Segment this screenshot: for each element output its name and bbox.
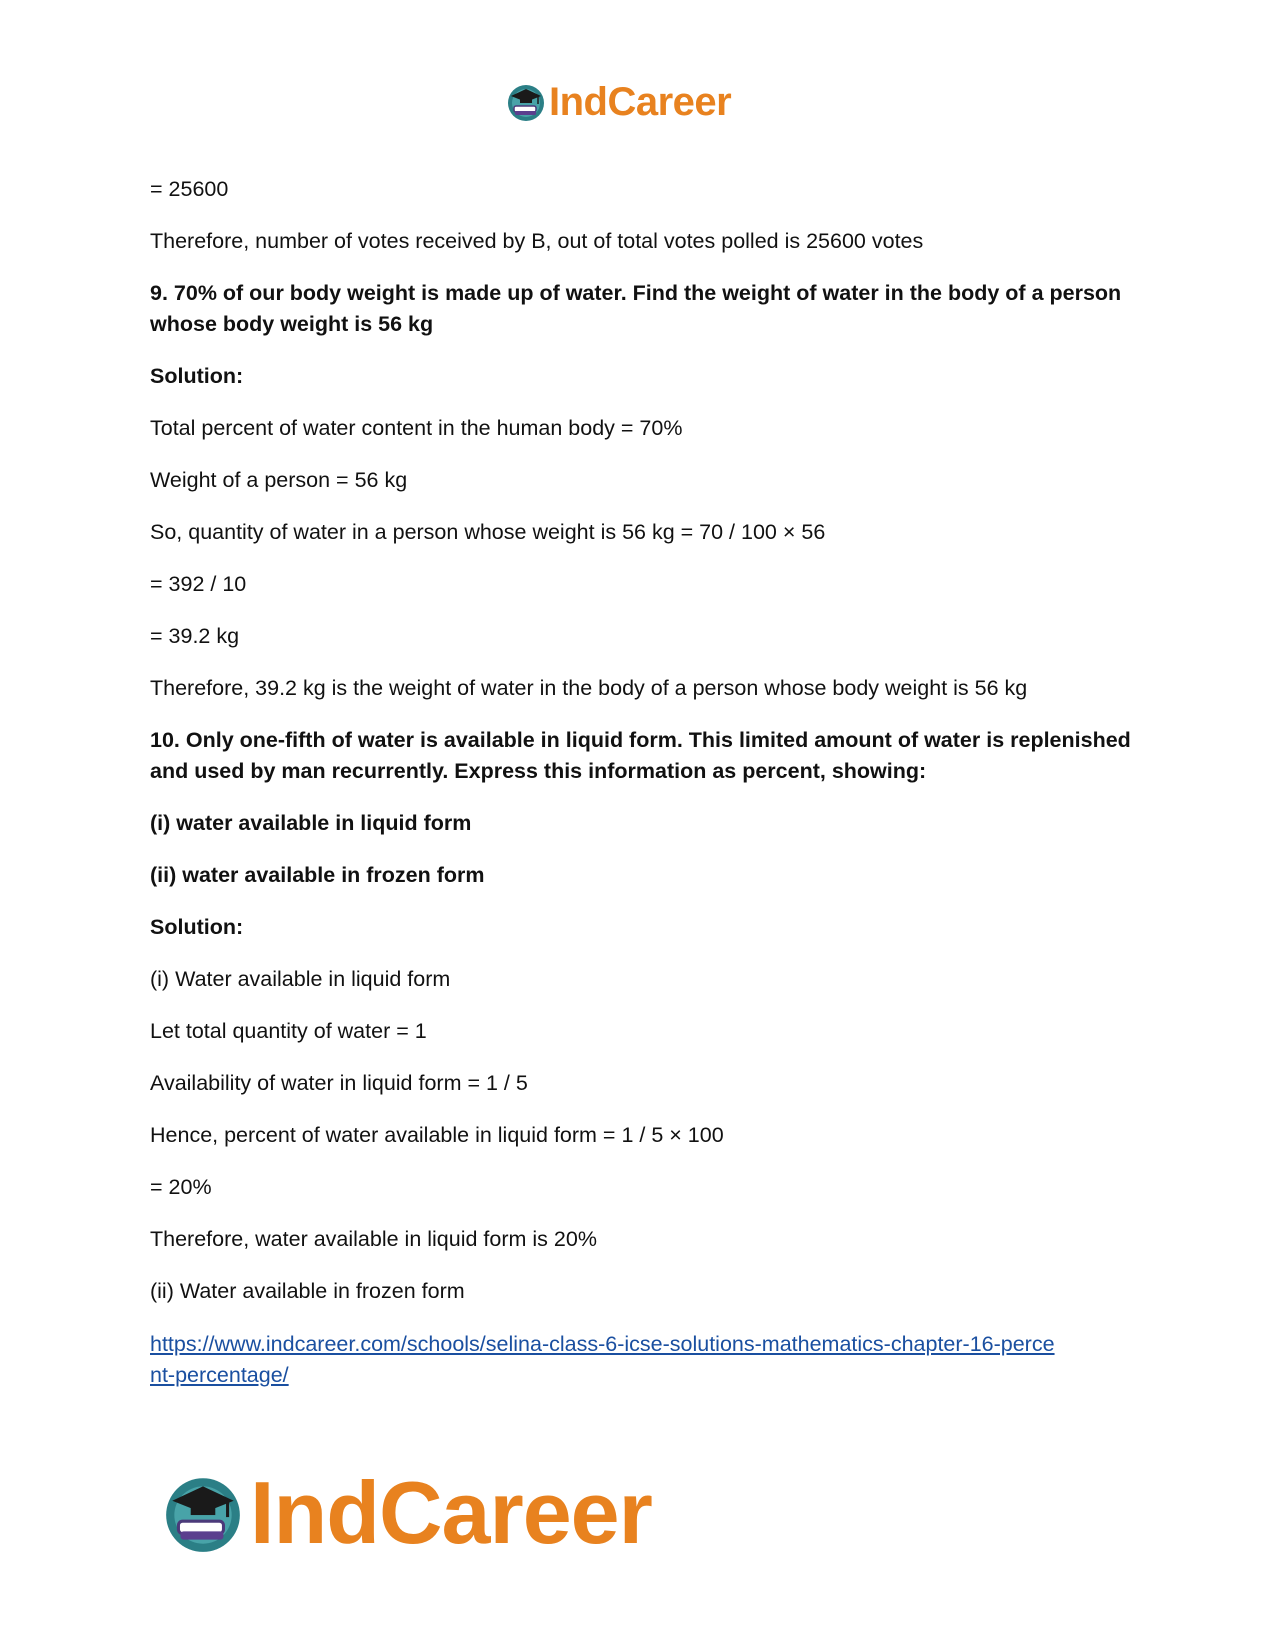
header-logo: [505, 80, 731, 124]
source-url-line-2[interactable]: nt-percentage/: [150, 1363, 289, 1387]
source-url-link[interactable]: [150, 1329, 1140, 1391]
graduation-cap-book-globe-icon: [505, 81, 547, 123]
body-text: (i) Water available in liquid form: [150, 967, 451, 991]
body-text: = 25600: [150, 177, 229, 201]
question-text: 9. 70% of our body weight is made up of water. Find the weight of water in the body of a person whose body weight is 56 kg: [150, 281, 1122, 336]
header-logo-text: IndCareer: [549, 79, 732, 124]
question-text: Solution:: [150, 364, 244, 388]
graduation-cap-book-globe-icon: [160, 1470, 246, 1556]
body-text: Availability of water in liquid form = 1 / 5: [150, 1071, 528, 1095]
question-text: (i) water available in liquid form: [150, 811, 472, 835]
body-text: Therefore, 39.2 kg is the weight of water in the body of a person whose body weight is 56 kg: [150, 676, 1028, 700]
body-text: = 39.2 kg: [150, 624, 240, 648]
document-body: [150, 174, 1140, 1391]
body-text: Total percent of water content in the human body = 70%: [150, 416, 683, 440]
question-text: Solution:: [150, 915, 244, 939]
body-text: (ii) Water available in frozen form: [150, 1279, 465, 1303]
footer-logo: [160, 1463, 652, 1562]
body-text: Hence, percent of water available in liquid form = 1 / 5 × 100: [150, 1123, 724, 1147]
footer-logo-text: IndCareer: [250, 1463, 652, 1562]
body-text: Weight of a person = 56 kg: [150, 468, 408, 492]
question-text: (ii) water available in frozen form: [150, 863, 485, 887]
body-text: = 392 / 10: [150, 572, 247, 596]
body-text: So, quantity of water in a person whose weight is 56 kg = 70 / 100 × 56: [150, 520, 826, 544]
body-text: Let total quantity of water = 1: [150, 1019, 427, 1043]
body-text: Therefore, number of votes received by B, out of total votes polled is 25600 votes: [150, 229, 924, 253]
question-text: 10. Only one-fifth of water is available in liquid form. This limited amount of water is replenished and used by man recurrently. Express this information as percent, showing:: [150, 728, 1131, 783]
source-url-line-1[interactable]: https://www.indcareer.com/schools/selina-class-6-icse-solutions-mathematics-chapter-16-perce: [150, 1332, 1055, 1356]
body-text: Therefore, water available in liquid form is 20%: [150, 1227, 597, 1251]
body-text: = 20%: [150, 1175, 212, 1199]
